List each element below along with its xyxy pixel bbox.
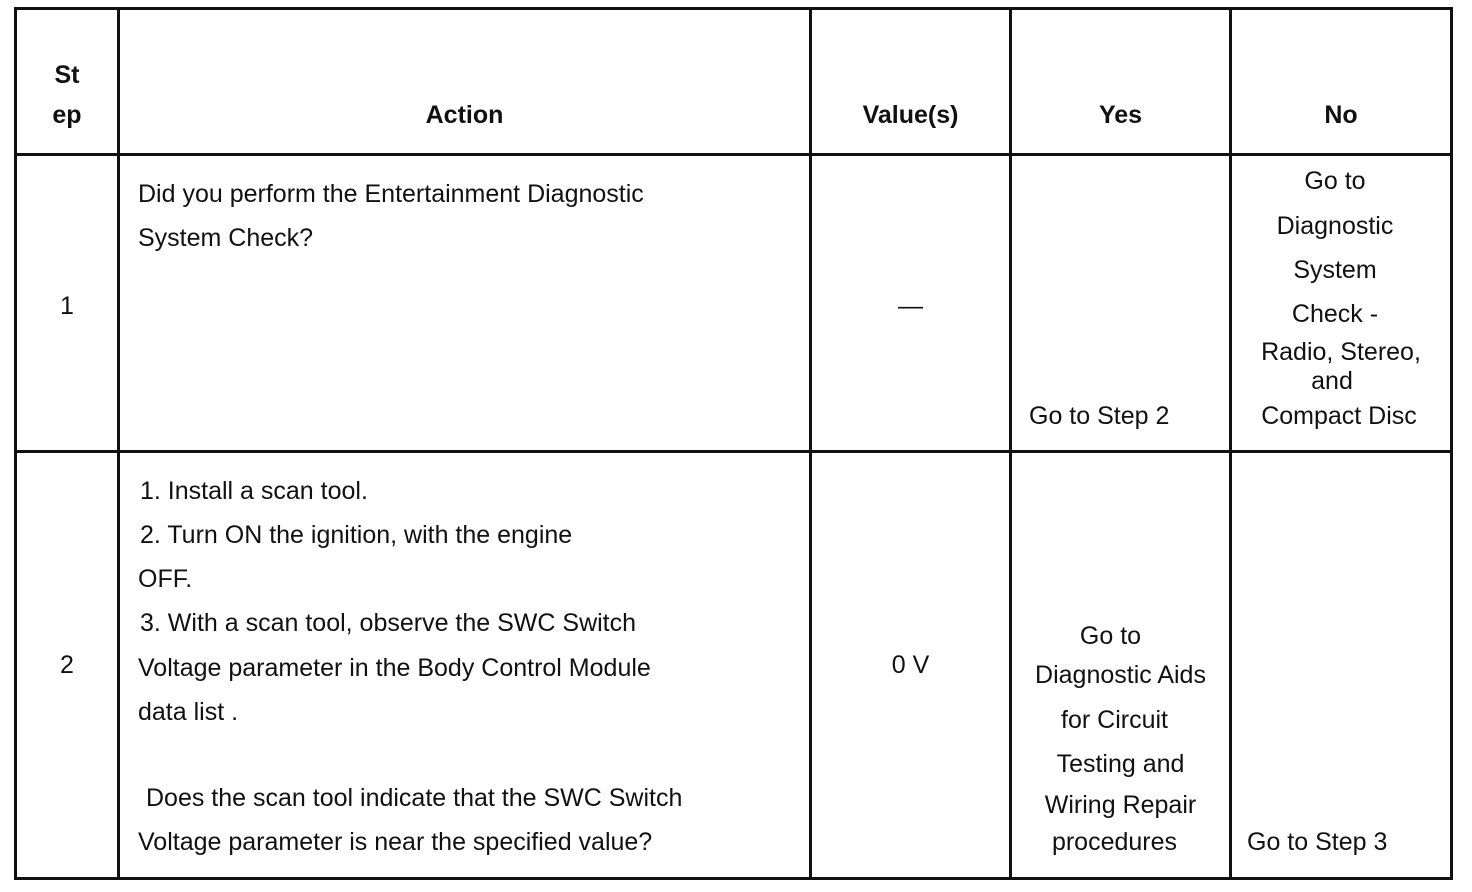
action-line: System Check? xyxy=(138,224,314,252)
header-action-label: Action xyxy=(425,101,504,129)
diagnostic-table xyxy=(14,7,1453,880)
action-line: Voltage parameter in the Body Control Module xyxy=(138,654,651,682)
step-number: 1 xyxy=(60,292,74,320)
no-line: Check - xyxy=(1291,300,1379,328)
header-row xyxy=(16,9,1452,155)
action-cell xyxy=(119,155,811,452)
header-yes xyxy=(1011,9,1231,155)
value-cell xyxy=(811,155,1011,452)
header-step xyxy=(16,9,119,155)
table-row xyxy=(16,452,1452,879)
action-line: Does the scan tool indicate that the SWC Switch xyxy=(146,784,683,812)
yes-line: Go to xyxy=(1079,622,1142,650)
no-line: Go to xyxy=(1304,167,1366,195)
step-cell xyxy=(16,452,119,879)
header-action xyxy=(119,9,811,155)
step-number: 2 xyxy=(60,651,74,679)
yes-line: Wiring Repair xyxy=(1044,791,1197,819)
action-line: Voltage parameter is near the specified value? xyxy=(138,828,653,856)
no-line: Compact Disc xyxy=(1261,402,1417,430)
action-line: Did you perform the Entertainment Diagnostic xyxy=(138,180,644,208)
action-line: 3. With a scan tool, observe the SWC Switch xyxy=(140,609,637,637)
no-text: Go to Step 3 xyxy=(1247,828,1388,856)
no-line: Diagnostic xyxy=(1276,212,1394,240)
value-cell xyxy=(811,452,1011,879)
yes-cell xyxy=(1011,155,1231,452)
header-no-label: No xyxy=(1324,101,1358,129)
no-line: Radio, Stereo, xyxy=(1261,338,1421,366)
header-values xyxy=(811,9,1011,155)
yes-line: for Circuit xyxy=(1061,706,1168,734)
header-no xyxy=(1231,9,1452,155)
yes-cell xyxy=(1011,452,1231,879)
no-cell xyxy=(1231,155,1452,452)
action-line: data list . xyxy=(138,698,239,726)
value-text: — xyxy=(898,292,923,320)
action-line: 2. Turn ON the ignition, with the engine xyxy=(140,521,573,549)
no-line: System xyxy=(1293,256,1377,284)
yes-text: Go to Step 2 xyxy=(1029,402,1170,430)
header-step-line1: St xyxy=(54,61,80,89)
yes-line: Diagnostic Aids xyxy=(1035,661,1206,689)
header-step-line2: ep xyxy=(52,101,82,129)
no-cell xyxy=(1231,452,1452,879)
header-values-label: Value(s) xyxy=(862,101,959,129)
yes-line: procedures xyxy=(1051,828,1178,856)
step-cell xyxy=(16,155,119,452)
header-yes-label: Yes xyxy=(1098,101,1143,129)
action-line: 1. Install a scan tool. xyxy=(140,477,368,505)
value-text: 0 V xyxy=(891,651,930,679)
action-line: OFF. xyxy=(138,565,193,593)
no-line: and xyxy=(1311,367,1353,395)
table-row xyxy=(16,155,1452,452)
action-cell xyxy=(119,452,811,879)
yes-line: Testing and xyxy=(1056,750,1185,778)
